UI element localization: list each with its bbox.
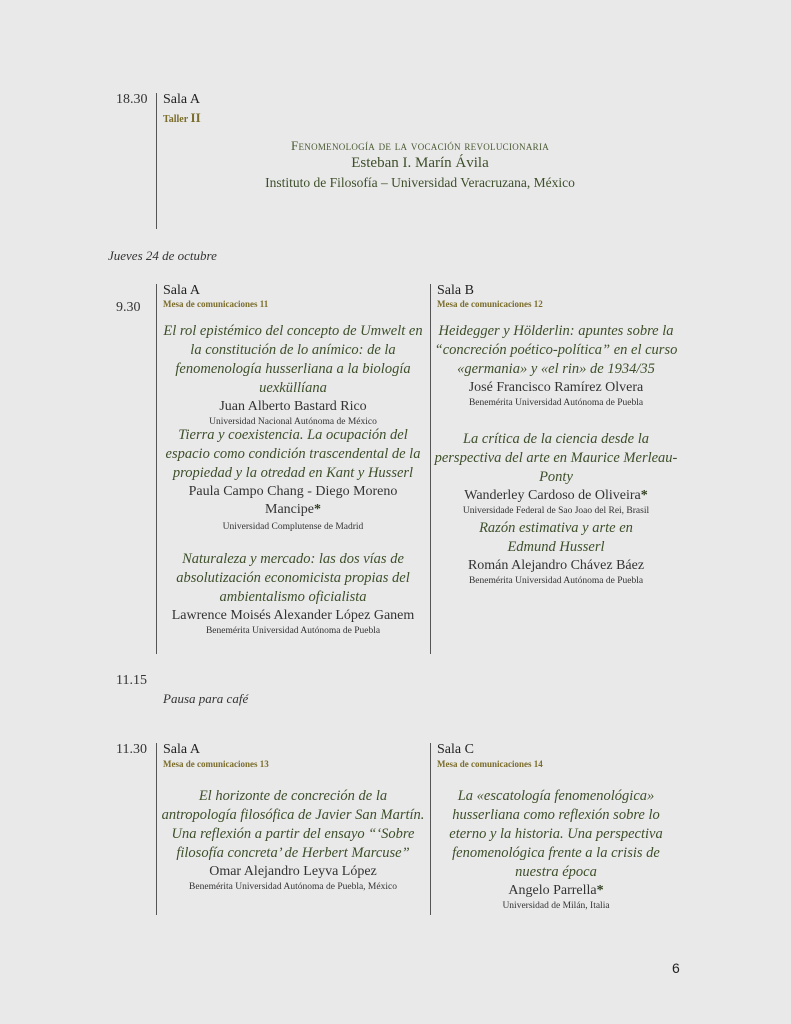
page-number: 6 bbox=[672, 960, 680, 976]
talk-title: El rol epistémico del concepto de Umwelt en la constitución de lo anímico: de la fenomenología husserliana a la biología uexküllíana bbox=[163, 323, 423, 396]
asterisk-mark: * bbox=[596, 883, 604, 898]
room-label: Sala C bbox=[437, 742, 474, 757]
talk-title: La crítica de la ciencia desde la perspectiva del arte en Maurice Merleau-Ponty bbox=[434, 431, 678, 485]
talk-entry bbox=[434, 430, 678, 518]
talk-institution: Benemérita Universidad Autónoma de Puebla bbox=[205, 626, 381, 636]
workshop-label bbox=[163, 110, 201, 126]
talk-author: José Francisco Ramírez Olvera bbox=[468, 380, 644, 395]
workshop-prefix: Taller bbox=[163, 114, 189, 125]
room-label: Sala A bbox=[163, 742, 200, 757]
room-label: Sala A bbox=[163, 283, 200, 298]
talk-title: Tierra y coexistencia. La ocupación del espacio como condición trascendental de la propiedad y la otredad en Kant y Husserl bbox=[165, 427, 421, 481]
workshop-number: II bbox=[190, 110, 201, 125]
talk-title: El horizonte de concreción de la antropología filosófica de Javier San Martín. Una reflexión a partir del ensayo “‘Sobre filosofía concreta’ de Herbert Marcuse” bbox=[161, 788, 425, 861]
panel-label: Mesa de comunicaciones 14 bbox=[437, 759, 543, 769]
divider bbox=[430, 743, 431, 915]
talk-author: Paula Campo Chang - Diego Moreno Mancipe bbox=[188, 484, 398, 517]
talk-institution: Universidad Nacional Autónoma de México bbox=[209, 417, 377, 427]
talk-author: Lawrence Moisés Alexander López Ganem bbox=[171, 608, 415, 623]
talk-institution: Benemérita Universidad Autónoma de Puebla bbox=[468, 576, 644, 586]
asterisk-mark: * bbox=[640, 488, 648, 503]
divider bbox=[156, 93, 157, 229]
talk-author: Juan Alberto Bastard Rico bbox=[219, 399, 367, 414]
session-time: 11.15 bbox=[116, 673, 147, 688]
talk-author-wrap bbox=[160, 483, 426, 519]
talk-title: Heidegger y Hölderlin: apuntes sobre la “concreción poético-política” en el curso «germania» y «el rin» de 1934/35 bbox=[434, 323, 678, 377]
panel-label: Mesa de comunicaciones 12 bbox=[437, 299, 543, 309]
asterisk-mark: * bbox=[313, 502, 321, 517]
room-label: Sala A bbox=[163, 92, 200, 107]
talk-institution: Universidade Federal de Sao Joao del Rei, Brasil bbox=[462, 506, 650, 516]
talk-entry bbox=[160, 550, 426, 638]
workshop-title: Fenomenología de la vocación revolucionaria bbox=[290, 138, 550, 153]
workshop-block bbox=[160, 138, 680, 192]
talk-entry bbox=[160, 787, 426, 894]
talk-entry bbox=[434, 519, 678, 588]
talk-author: Angelo Parrella bbox=[508, 883, 597, 898]
talk-entry bbox=[434, 787, 678, 913]
session-time: 18.30 bbox=[116, 92, 148, 107]
talk-title: La «escatología fenomenológica» husserliana como reflexión sobre lo eterno y la historia. Una perspectiva fenomenológica frente a la crisis de nuestra época bbox=[449, 788, 663, 880]
talk-institution: Universidad Complutense de Madrid bbox=[222, 522, 364, 532]
talk-author: Wanderley Cardoso de Oliveira bbox=[464, 488, 641, 503]
talk-author: Román Alejandro Chávez Báez bbox=[467, 558, 645, 573]
session-time: 9.30 bbox=[116, 300, 141, 315]
talk-institution: Benemérita Universidad Autónoma de Puebla bbox=[468, 398, 644, 408]
talk-title: Naturaleza y mercado: las dos vías de absolutización economicista propias del ambientalismo oficialista bbox=[176, 551, 410, 605]
talk-institution: Benemérita Universidad Autónoma de Puebla, México bbox=[189, 882, 397, 892]
talk-entry bbox=[434, 322, 678, 410]
divider bbox=[430, 284, 431, 654]
talk-institution: Universidad de Milán, Italia bbox=[502, 901, 610, 911]
workshop-author: Esteban I. Marín Ávila bbox=[351, 155, 489, 171]
day-heading: Jueves 24 de octubre bbox=[108, 248, 217, 263]
talk-entry bbox=[160, 322, 426, 429]
panel-label: Mesa de comunicaciones 13 bbox=[163, 759, 269, 769]
talk-author-wrap bbox=[434, 882, 678, 900]
divider bbox=[156, 284, 157, 654]
session-time: 11.30 bbox=[116, 742, 147, 757]
talk-title: Razón estimativa y arte en Edmund Husserl bbox=[479, 520, 633, 555]
talk-entry bbox=[160, 426, 426, 534]
divider bbox=[156, 743, 157, 915]
pause-label: Pausa para café bbox=[163, 691, 249, 706]
panel-label: Mesa de comunicaciones 11 bbox=[163, 299, 269, 309]
talk-author: Omar Alejandro Leyva López bbox=[209, 864, 377, 879]
workshop-institution: Instituto de Filosofía – Universidad Veracruzana, México bbox=[265, 175, 575, 190]
talk-author-wrap bbox=[434, 487, 678, 505]
room-label: Sala B bbox=[437, 283, 474, 298]
